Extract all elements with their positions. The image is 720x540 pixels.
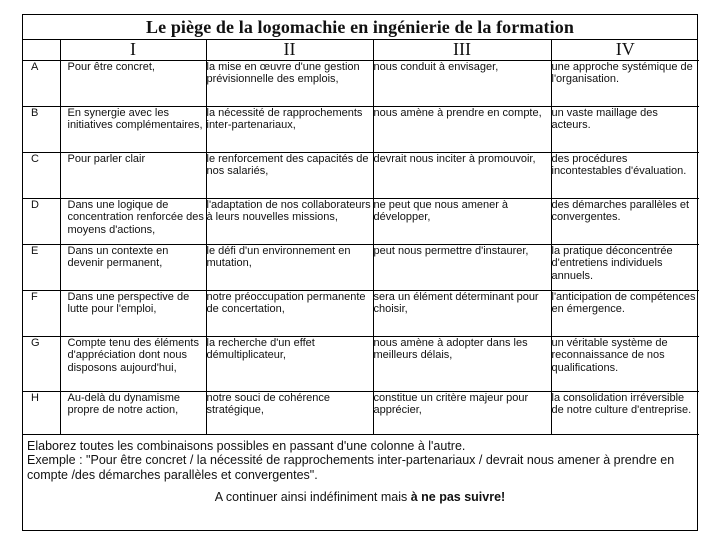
cell-col-iii: nous amène à adopter dans les meilleurs délais, <box>373 336 551 391</box>
instructions-footer <box>23 435 697 505</box>
cell-col-i: En synergie avec les initiatives complémentaires, <box>60 106 206 152</box>
cell-col-iii: nous conduit à envisager, <box>373 60 551 106</box>
table-row <box>23 244 699 290</box>
cell-col-i: Dans un contexte en devenir permanent, <box>60 244 206 290</box>
cell-col-iii: ne peut que nous amener à développer, <box>373 198 551 244</box>
cell-col-i: Pour parler clair <box>60 152 206 198</box>
table-row <box>23 391 699 434</box>
column-header-ii: II <box>206 40 373 60</box>
row-letter: H <box>23 391 60 434</box>
cell-col-iv: la consolidation irréversible de notre culture d'entreprise. <box>551 391 699 434</box>
cell-col-iii: peut nous permettre d'instaurer, <box>373 244 551 290</box>
row-letter: A <box>23 60 60 106</box>
cell-col-iv: un vaste maillage des acteurs. <box>551 106 699 152</box>
cell-col-iv: une approche systémique de l'organisation. <box>551 60 699 106</box>
row-letter: D <box>23 198 60 244</box>
table-row <box>23 336 699 391</box>
table-row <box>23 290 699 336</box>
column-header-iv: IV <box>551 40 699 60</box>
cell-col-iv: l'anticipation de compétences en émergence. <box>551 290 699 336</box>
cell-col-i: Au-delà du dynamisme propre de notre action, <box>60 391 206 434</box>
cell-col-i: Pour être concret, <box>60 60 206 106</box>
cell-col-i: Dans une logique de concentration renforcée des moyens d'actions, <box>60 198 206 244</box>
closing-line <box>27 490 693 505</box>
row-letter: E <box>23 244 60 290</box>
cell-col-iv: un véritable système de reconnaissance de nos qualifications. <box>551 336 699 391</box>
cell-col-iv: la pratique déconcentrée d'entretiens individuels annuels. <box>551 244 699 290</box>
cell-col-ii: notre préoccupation permanente de concertation, <box>206 290 373 336</box>
cell-col-iv: des démarches parallèles et convergentes. <box>551 198 699 244</box>
page-title: Le piège de la logomachie en ingénierie de la formation <box>23 15 697 40</box>
cell-col-iii: constitue un critère majeur pour apprécier, <box>373 391 551 434</box>
closing-text: A continuer ainsi indéfiniment mais <box>214 490 411 504</box>
column-header-iii: III <box>373 40 551 60</box>
cell-col-ii: la recherche d'un effet démultiplicateur, <box>206 336 373 391</box>
table-row <box>23 106 699 152</box>
cell-col-iii: nous amène à prendre en compte, <box>373 106 551 152</box>
instructions-line: Elaborez toutes les combinaisons possibles en passant d'une colonne à l'autre. <box>27 438 466 453</box>
cell-col-iii: sera un élément déterminant pour choisir, <box>373 290 551 336</box>
column-header-i: I <box>60 40 206 60</box>
closing-warning: à ne pas suivre! <box>410 490 506 504</box>
table-row <box>23 60 699 106</box>
row-letter: G <box>23 336 60 391</box>
column-header-row <box>23 40 699 60</box>
row-letter: C <box>23 152 60 198</box>
row-letter: B <box>23 106 60 152</box>
column-header-blank <box>23 40 60 60</box>
document-frame <box>22 14 698 531</box>
cell-col-i: Dans une perspective de lutte pour l'emploi, <box>60 290 206 336</box>
row-letter: F <box>23 290 60 336</box>
cell-col-iv: des procédures incontestables d'évaluation. <box>551 152 699 198</box>
table-row <box>23 152 699 198</box>
cell-col-i: Compte tenu des éléments d'appréciation dont nous disposons aujourd'hui, <box>60 336 206 391</box>
table-row <box>23 198 699 244</box>
cell-col-ii: la nécessité de rapprochements inter-partenariaux, <box>206 106 373 152</box>
cell-col-ii: le renforcement des capacités de nos salariés, <box>206 152 373 198</box>
cell-col-ii: la mise en œuvre d'une gestion prévisionnelle des emplois, <box>206 60 373 106</box>
logomachie-table <box>23 40 699 435</box>
cell-col-iii: devrait nous inciter à promouvoir, <box>373 152 551 198</box>
cell-col-ii: le défi d'un environnement en mutation, <box>206 244 373 290</box>
example-line: Exemple : "Pour être concret / la nécessité de rapprochements inter-partenariaux / devrait nous amener à prendre en compte /des démarches parallèles et convergentes". <box>27 453 675 482</box>
cell-col-ii: notre souci de cohérence stratégique, <box>206 391 373 434</box>
cell-col-ii: l'adaptation de nos collaborateurs à leurs nouvelles missions, <box>206 198 373 244</box>
